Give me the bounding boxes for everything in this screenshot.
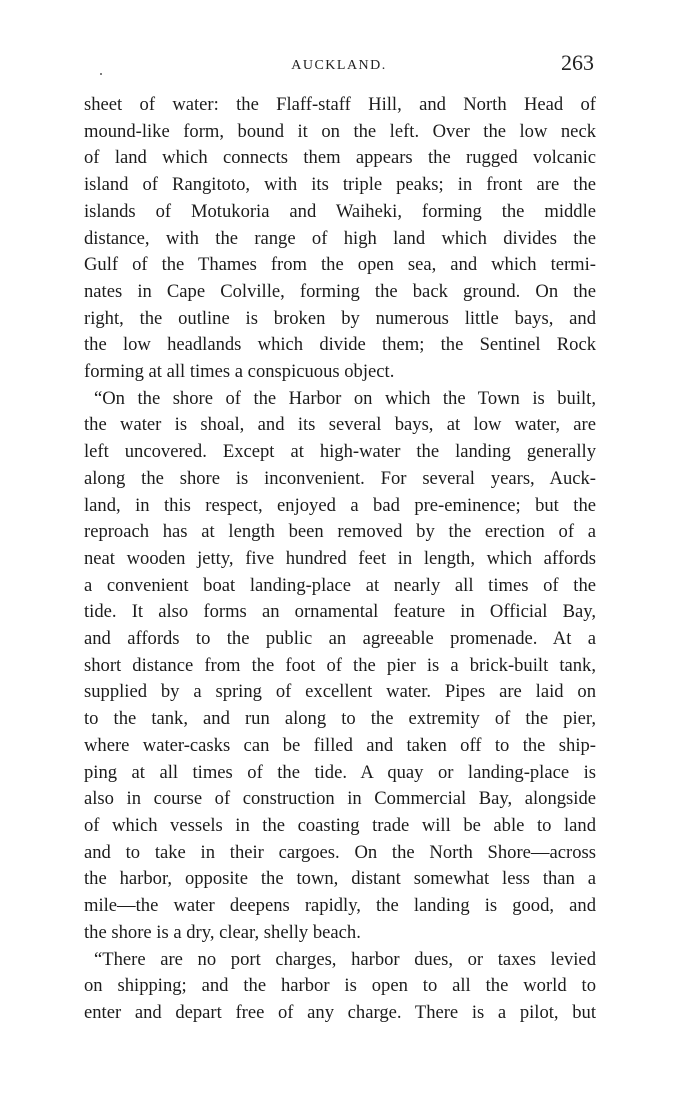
text-line: distance, with the range of high land which divides the	[84, 227, 596, 249]
text-line: neat wooden jetty, five hundred feet in length, which affords	[84, 547, 596, 569]
text-line: and to take in their cargoes. On the North Shore—across	[84, 841, 596, 863]
text-line: islands of Motukoria and Waiheki, forming the middle	[84, 200, 596, 222]
text-line: the low headlands which divide them; the Sentinel Rock	[84, 334, 596, 356]
text-line: of which vessels in the coasting trade will be able to land	[84, 814, 596, 836]
text-line: of land which connects them appears the rugged volcanic	[84, 147, 596, 169]
text-line: a convenient boat landing-place at nearly all times of the	[84, 574, 596, 596]
paragraph-end-line: forming at all times a conspicuous object.	[84, 361, 395, 383]
running-head	[84, 50, 594, 80]
text-line: where water-casks can be filled and taken off to the ship-	[84, 734, 596, 756]
page-number: 263	[561, 50, 594, 75]
text-line: to the tank, and run along to the extremity of the pier,	[84, 708, 596, 730]
text-line: left uncovered. Except at high-water the landing generally	[84, 441, 596, 463]
text-line: also in course of construction in Commercial Bay, alongside	[84, 788, 596, 810]
text-line: right, the outline is broken by numerous little bays, and	[84, 307, 596, 329]
text-line: supplied by a spring of excellent water. Pipes are laid on	[84, 681, 596, 703]
text-line: on shipping; and the harbor is open to all the world to	[84, 975, 596, 997]
running-title: AUCKLAND.	[291, 58, 387, 73]
body-text	[84, 92, 596, 1027]
text-line: sheet of water: the Flaff-staff Hill, and North Head of	[84, 94, 596, 115]
text-line: mile—the water deepens rapidly, the landing is good, and	[84, 895, 596, 917]
text-line: the harbor, opposite the town, distant somewhat less than a	[84, 868, 596, 890]
text-line: short distance from the foot of the pier is a brick-built tank,	[84, 654, 596, 676]
paragraph-first-line: “On the shore of the Harbor on which the Town is built,	[94, 387, 596, 409]
print-speck	[100, 73, 102, 75]
paragraph-first-line: “There are no port charges, harbor dues, or taxes levied	[94, 948, 596, 970]
text-line: nates in Cape Colville, forming the back ground. On the	[84, 280, 596, 302]
text-line: enter and depart free of any charge. There is a pilot, but	[84, 1001, 596, 1023]
text-line: Gulf of the Thames from the open sea, and which termi-	[84, 254, 596, 276]
text-line: island of Rangitoto, with its triple peaks; in front are the	[84, 174, 596, 196]
text-line: mound-like form, bound it on the left. Over the low neck	[84, 120, 596, 142]
text-line: land, in this respect, enjoyed a bad pre-eminence; but the	[84, 494, 596, 516]
text-line: reproach has at length been removed by the erection of a	[84, 521, 596, 543]
text-line: along the shore is inconvenient. For several years, Auck-	[84, 467, 596, 489]
text-line: tide. It also forms an ornamental feature in Official Bay,	[84, 601, 596, 623]
text-line: the water is shoal, and its several bays, at low water, are	[84, 414, 596, 436]
paragraph-end-line: the shore is a dry, clear, shelly beach.	[84, 921, 361, 943]
text-line: ping at all times of the tide. A quay or landing-place is	[84, 761, 596, 783]
text-line: and affords to the public an agreeable promenade. At a	[84, 628, 596, 650]
